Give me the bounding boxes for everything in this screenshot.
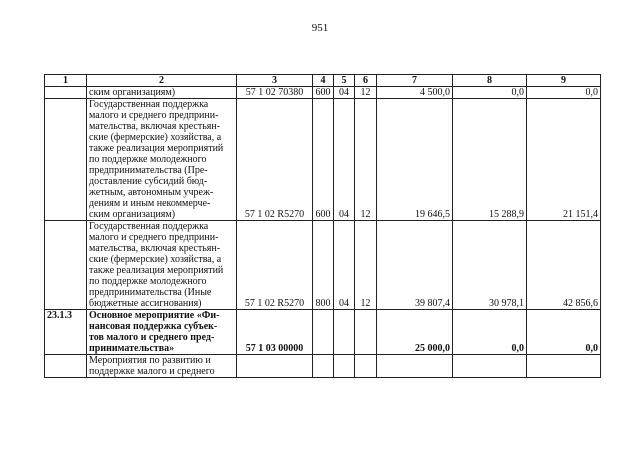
row-col6: 12 [355, 221, 377, 310]
row-value-7: 25 000,0 [377, 310, 453, 355]
row-col4 [313, 355, 334, 378]
column-header: 6 [355, 75, 377, 87]
row-value-7 [377, 355, 453, 378]
row-name [87, 355, 237, 378]
page-number: 951 [311, 22, 329, 34]
row-code: 57 1 03 00000 [237, 310, 313, 355]
row-col6 [355, 355, 377, 378]
row-name-text: Государственная поддержка малого и среднего предприни- мательства, включая крестьян- ские (фермерские) хозяйства, а также реализация мероприятий по поддержке молодежного предпринимательства (Пре- доставление субсидий бюд- жетным, автономным учреж- дениям и иным некоммерче- ским организациям) [89, 99, 224, 220]
row-number [45, 355, 87, 378]
row-number [45, 87, 87, 99]
table-row [45, 355, 601, 378]
row-col4: 600 [313, 87, 334, 99]
column-header: 9 [527, 75, 601, 87]
row-value-7: 19 646,5 [377, 99, 453, 221]
row-col6 [355, 310, 377, 355]
row-code [237, 355, 313, 378]
row-code: 57 1 02 70380 [237, 87, 313, 99]
table-row [45, 310, 601, 355]
row-name [87, 87, 237, 99]
column-header: 2 [87, 75, 237, 87]
row-col5 [334, 310, 355, 355]
column-header: 3 [237, 75, 313, 87]
row-col5: 04 [334, 99, 355, 221]
table-row [45, 87, 601, 99]
row-name [87, 221, 237, 310]
row-name [87, 99, 237, 221]
column-header: 8 [453, 75, 527, 87]
row-col4 [313, 310, 334, 355]
row-value-8: 0,0 [453, 87, 527, 99]
row-name-text: Основное мероприятие «Фи- нансовая поддержка субъек- тов малого и среднего пред- принимательства» [89, 310, 220, 354]
column-header: 1 [45, 75, 87, 87]
row-name-text: Государственная поддержка малого и среднего предприни- мательства, включая крестьян- ские (фермерские) хозяйства, а также реализация мероприятий по поддержке молодежного предпринимательства (Иные бюджетные ассигнования) [89, 221, 224, 309]
row-col5: 04 [334, 87, 355, 99]
row-name-text: ским организациям) [89, 87, 176, 98]
row-value-9: 42 856,6 [527, 221, 601, 310]
column-header: 7 [377, 75, 453, 87]
row-value-8: 15 288,9 [453, 99, 527, 221]
header-row [45, 75, 601, 87]
column-header: 5 [334, 75, 355, 87]
row-number: 23.1.3 [45, 310, 87, 355]
row-number [45, 221, 87, 310]
row-value-9: 0,0 [527, 310, 601, 355]
row-col5: 04 [334, 221, 355, 310]
row-value-9: 21 151,4 [527, 99, 601, 221]
row-col6: 12 [355, 87, 377, 99]
row-value-8 [453, 355, 527, 378]
row-value-7: 4 500,0 [377, 87, 453, 99]
row-name [87, 310, 237, 355]
row-col4: 800 [313, 221, 334, 310]
row-code: 57 1 02 R5270 [237, 221, 313, 310]
table-body [45, 75, 601, 378]
table-row [45, 221, 601, 310]
row-value-9: 0,0 [527, 87, 601, 99]
row-code: 57 1 02 R5270 [237, 99, 313, 221]
row-value-8: 30 978,1 [453, 221, 527, 310]
budget-table [44, 74, 601, 378]
row-value-9 [527, 355, 601, 378]
row-name-text: Мероприятия по развитию и поддержке малого и среднего [89, 355, 215, 377]
row-col6: 12 [355, 99, 377, 221]
row-value-7: 39 807,4 [377, 221, 453, 310]
row-col4: 600 [313, 99, 334, 221]
row-value-8: 0,0 [453, 310, 527, 355]
table-row [45, 99, 601, 221]
column-header: 4 [313, 75, 334, 87]
row-col5 [334, 355, 355, 378]
row-number [45, 99, 87, 221]
